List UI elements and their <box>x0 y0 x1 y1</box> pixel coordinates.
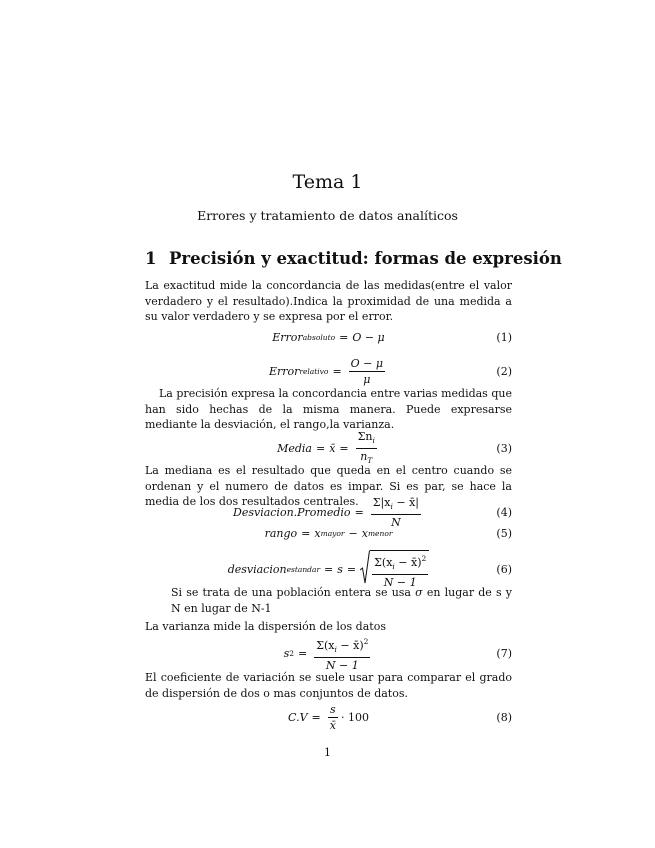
section-number: 1 <box>145 249 157 268</box>
note-before: Si se trata de una población entera se usa <box>171 586 411 599</box>
eq6-lhs: desviacion <box>227 562 287 576</box>
eq7-num-tail: − x̄) <box>336 638 364 652</box>
eq5-b: x <box>361 526 368 540</box>
eq6-numerator: Σ(x <box>374 555 393 569</box>
eq7-num-sub: i <box>334 644 337 654</box>
eq8-tail: · 100 <box>340 710 369 724</box>
eq1-label: (1) <box>496 330 512 344</box>
paragraph-coeficiente: El coeficiente de variación se suele usar para comparar el grado de dispersión de dos o mas conjuntos de datos. <box>145 671 512 700</box>
eq7-lhs-sup: 2 <box>289 648 295 658</box>
equation-8: C.V = $\frac{s}{x̄}$ · 100 (8) <box>288 702 512 732</box>
eq3-denominator: n <box>360 449 368 463</box>
section-title: Precisión y exactitud: formas de expresión <box>169 249 562 268</box>
eq6-num-sup: 2 <box>421 553 427 563</box>
eq4-num-sub: i <box>390 501 393 511</box>
section-heading <box>145 249 562 268</box>
eq8-fraction <box>328 703 338 732</box>
radical-sign-icon <box>360 550 370 584</box>
eq1-rhs: O − μ <box>352 330 385 344</box>
equation-1: Error absoluto = O − μ (1) <box>145 322 512 352</box>
eq6-mid: s <box>337 562 343 576</box>
eq6-label: (6) <box>496 562 512 576</box>
eq5-lhs: rango <box>264 526 298 540</box>
paragraph-mediana: La mediana es el resultado que queda en el centro cuando se ordenan y el numero de datos es impar. Si es par, se hace la media de los dos resultados centrales. <box>145 464 512 508</box>
eq6-num-tail: − x̄) <box>394 555 422 569</box>
eq7-label: (7) <box>496 646 512 660</box>
paragraph-precision: La precisión expresa la concordancia entre varias medidas que han sido hechas de la misma manera. Puede expresarse mediante la desviación, el rango,la varianza. <box>145 387 512 431</box>
eq3-mid: x̄ <box>329 441 336 455</box>
eq8-denominator: x̄ <box>329 718 336 732</box>
document-subtitle: Errores y tratamiento de datos analíticos <box>197 208 458 223</box>
eq2-lhs: Error <box>268 364 300 378</box>
eq2-denominator: μ <box>363 372 371 386</box>
note-after: en lugar de s y N en lugar de N-1 <box>171 586 512 615</box>
eq4-denominator: N <box>391 515 401 529</box>
equation-6: desviacion estandar = s = $\frac{\Sigma(x_i - x̄)^2}{N - 1}$ (6) <box>145 551 512 587</box>
eq4-numerator: Σ|x <box>372 495 391 509</box>
eq7-fraction <box>314 635 370 672</box>
eq3-fraction <box>356 430 377 467</box>
eq3-den-sub: T <box>367 455 373 465</box>
eq3-label: (3) <box>496 441 512 455</box>
eq2-numerator: O − μ <box>350 356 384 370</box>
equation-7: s 2 = $\frac{\Sigma(x_i - x̄)^2}{N - 1}$ (7) <box>283 636 512 672</box>
eq7-denominator: N − 1 <box>325 658 359 672</box>
eq4-lhs: Desviacion.Promedio <box>233 505 351 519</box>
eq8-numerator: s <box>330 702 336 716</box>
equation-4: Desviacion.Promedio = $\frac{\Sigma|x_i - x̄|}{N}$ (4) <box>233 495 512 529</box>
eq7-numerator: Σ(x <box>316 638 335 652</box>
eq7-num-sup: 2 <box>363 636 369 646</box>
eq5-label: (5) <box>496 526 512 540</box>
eq5-a-sub: mayor <box>320 528 345 538</box>
equation-2: Error relativo = $\frac{O - \mu}{\mu}$ (2) <box>268 356 512 386</box>
eq6-sqrt <box>360 550 429 589</box>
eq3-numerator: Σn <box>357 429 373 443</box>
eq5-b-sub: menor <box>367 528 393 538</box>
equation-3: Media = x̄ = $\frac{\Sigma n_i}{n_T}$ (3) <box>277 429 512 465</box>
eq7-lhs: s <box>283 646 290 660</box>
eq4-label: (4) <box>496 505 512 519</box>
eq1-sub: absoluto <box>302 332 336 342</box>
eq2-label: (2) <box>496 364 512 378</box>
eq6-sub: estandar <box>286 564 321 574</box>
eq8-label: (8) <box>496 710 512 724</box>
paragraph-exactitud: La exactitud mide la concordancia de las medidas(entre el valor verdadero y el resultado).Indica la proximidad de una medida a su valor verdadero y se expresa por el error. <box>145 279 512 323</box>
eq6-num-sub: i <box>392 561 395 571</box>
eq2-fraction <box>349 357 385 386</box>
equation-5: rango = x mayor − x menor (5) <box>145 523 512 543</box>
eq3-lhs: Media <box>277 441 312 455</box>
paragraph-varianza: La varianza mide la dispersión de los datos <box>145 620 386 633</box>
eq3-num-sub: i <box>372 435 375 445</box>
page-number: 1 <box>324 746 331 759</box>
eq8-lhs: C.V <box>288 710 308 724</box>
eq6-denominator: N − 1 <box>383 575 417 589</box>
eq2-sub: relativo <box>299 366 329 376</box>
eq5-a: x <box>314 526 321 540</box>
note-poblacion <box>171 585 512 616</box>
note-symbol: σ <box>415 586 423 599</box>
eq4-num-tail: − x̄| <box>392 495 419 509</box>
eq1-lhs: Error <box>272 330 303 344</box>
document-title: Tema 1 <box>292 171 363 193</box>
